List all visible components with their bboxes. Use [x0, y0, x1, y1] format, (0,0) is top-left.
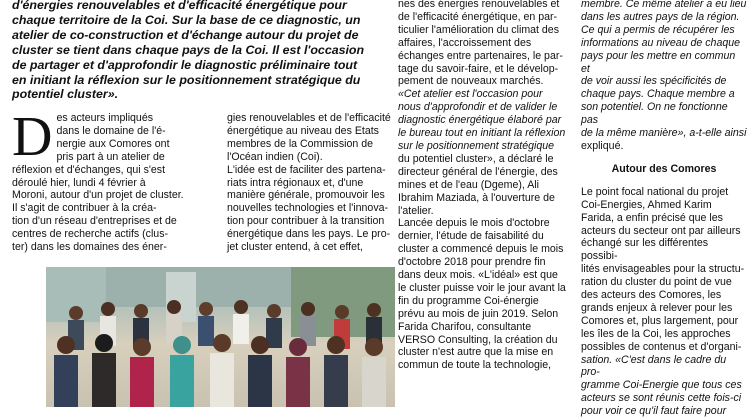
text-line: déroulé hier, lundi 4 février à: [12, 176, 146, 189]
text-line: centres de recherche actifs (clus-: [12, 228, 169, 241]
group-photo-illustration: [46, 267, 395, 407]
text-line: ration du cluster du point de vue: [581, 276, 732, 289]
quote-line: diagnostic énergétique élaboré par: [398, 114, 562, 127]
text-line: Farida Charifou, consultante: [398, 320, 532, 333]
article-column-1: [12, 106, 210, 254]
text-line: ticulier l'amélioration du climat des: [398, 23, 559, 36]
text-line: d'octobre 2018 pour prendre fin: [398, 256, 546, 269]
text-line: l'Océan indien (Coi).: [227, 150, 323, 163]
quote-line: pour voir ce qu'il faut faire pour: [581, 405, 727, 418]
text-line: membres de la Commission de: [227, 137, 374, 150]
quote-line: le bureau tout en initiant la réflexion: [398, 127, 566, 140]
text-line: riats intra régionaux et, d'une: [227, 176, 364, 189]
text-line: expliqué.: [581, 139, 624, 152]
text-line: prévu au mois de juin 2019. Selon: [398, 307, 559, 320]
text-line: manière générale, promouvoir les: [227, 189, 385, 202]
intro-line: d'énergies renouvelables et d'efficacité énergétique pour: [12, 0, 347, 12]
group-photo: [46, 267, 395, 407]
quote-line: informations au niveau de chaque: [581, 36, 741, 49]
text-line: réflexion et d'échanges, qui s'est: [12, 163, 166, 176]
intro-line: cluster se tient dans chaque pays de la Coi. Il est l'occasion: [12, 42, 365, 57]
text-line: de l'efficacité énergétique, en par-: [398, 10, 558, 23]
text-line: Moroni, autour d'un projet de cluster.: [12, 189, 184, 202]
text-line: des acteurs des Comores, les: [581, 289, 722, 302]
quote-line: acteurs se sont réunis cette fois-ci: [581, 392, 742, 405]
quote-line: dans les autres pays de la région.: [581, 10, 740, 23]
text-line: l'atelier.: [398, 204, 434, 217]
text-line: directeur général de l'énergie, des: [398, 165, 558, 178]
text-line: Comores et, plus largement, pour: [581, 314, 739, 327]
quote-line: son potentiel. On ne fonctionne pas: [581, 101, 728, 127]
text-line: cluster a commencé depuis le mois: [398, 243, 564, 256]
text-line: nes des énergies renouvelables et: [398, 0, 560, 10]
section-heading: Autour des Comores: [611, 162, 717, 175]
text-line: affaires, l'accroissement des: [398, 36, 532, 49]
quote-line: de voir aussi les spécificités de: [581, 75, 727, 88]
article-intro: [12, 0, 374, 102]
text-line: tion d'un réseau d'entreprises et de: [12, 215, 177, 228]
quote-line: sur le positionnement stratégique: [398, 139, 555, 152]
intro-line: de partager et d'approfondir le diagnostic préliminaire tout: [12, 57, 358, 72]
text-line: dernier, l'étude de faisabilité du: [398, 230, 544, 243]
intro-line: atelier de co-construction et d'échange autour du projet de: [12, 27, 359, 42]
text-line: énergétique au niveau des Etats: [227, 124, 379, 137]
text-line: fin du programme Coi-énergie: [398, 294, 539, 307]
text-line: acteurs du secteur ont par ailleurs: [581, 224, 741, 237]
text-line: dans le domaine de l'é-: [56, 124, 166, 137]
text-line: tion pour contribuer à la transition: [227, 215, 385, 228]
quote-line: chaque pays. Chaque membre a: [581, 88, 735, 101]
text-line: jet cluster entend, à cet effet,: [227, 241, 363, 254]
article-column-4: [581, 0, 747, 418]
text-line: Farida, a enfin précisé que les: [581, 211, 723, 224]
quote-line: sation. «C'est dans le cadre du pro-: [581, 353, 727, 379]
text-line: échanges entre partenaires, le par-: [398, 49, 563, 62]
quote-line: pays pour les mettre en commun et: [581, 49, 736, 75]
text-line: Ibrahim Maziada, à l'ouverture de: [398, 191, 555, 204]
text-line: pement de nouveaux marchés.: [398, 75, 544, 88]
text-line: le cluster puisse voir le jour avant la: [398, 281, 566, 294]
text-line: es acteurs impliqués: [56, 112, 154, 124]
text-line: Coi-Energies, Ahmed Karim: [581, 198, 712, 211]
text-line: grands enjeux à relever pour les: [581, 301, 733, 314]
text-line: cluster n'est autre que la mise en: [398, 346, 554, 359]
quote-line: nous d'approfondir et de valider le: [398, 101, 558, 114]
quote-line: «Cet atelier est l'occasion pour: [398, 88, 543, 101]
text-line: commun de toute la technologie,: [398, 359, 552, 372]
text-line: possibles de contenus et d'organi-: [581, 340, 742, 353]
drop-cap: D: [12, 106, 53, 168]
text-line: Le point focal national du projet: [581, 185, 729, 198]
text-line: échangé sur les différentes possibi-: [581, 237, 709, 263]
intro-line: en initiant la réflexion sur le positionnement stratégique du: [12, 72, 361, 87]
intro-line: chaque territoire de la Coi. Sur la base de ce diagnostic, un: [12, 12, 361, 27]
text-line: tage du savoir-faire, et le dévelop-: [398, 62, 559, 75]
quote-line: membre. Ce même atelier a eu lieu: [581, 0, 747, 10]
text-line: Lancée depuis le mois d'octobre: [398, 217, 550, 230]
article-column-2: [227, 112, 394, 254]
article-column-3: [398, 0, 566, 372]
text-line: énergétique dans les pays. Le pro-: [227, 228, 391, 241]
quote-line: Ce qui a permis de récupérer les: [581, 23, 735, 36]
quote-line: de la même manière», a-t-elle ainsi: [581, 127, 747, 140]
text-line: Il s'agit de contribuer à la créa-: [12, 202, 157, 215]
text-line: les îles de la Coi, les approches: [581, 327, 731, 340]
text-line: VERSO Consulting, la création du: [398, 333, 558, 346]
text-line: gies renouvelables et de l'efficacité: [227, 112, 391, 124]
text-line: lités envisageables pour la structu-: [581, 263, 745, 276]
text-line: pris part à un atelier de: [56, 150, 165, 163]
text-line: nouvelles technologies et l'innova-: [227, 202, 389, 215]
text-line: nergie aux Comores ont: [56, 137, 170, 150]
text-line: dans deux mois. «L'idéal» est que: [398, 269, 558, 282]
people-front-row: [54, 334, 386, 407]
quote-line: gramme Coi-Energie que tous ces: [581, 379, 742, 392]
text-line: L'idée est de faciliter des partena-: [227, 163, 386, 176]
text-line: mines et de l'eau (Dgeme), Ali: [398, 178, 539, 191]
text-line: du potentiel cluster», a déclaré le: [398, 152, 554, 165]
intro-line: potentiel cluster».: [12, 87, 119, 102]
text-line: ter) dans les domaines des éner-: [12, 241, 167, 254]
